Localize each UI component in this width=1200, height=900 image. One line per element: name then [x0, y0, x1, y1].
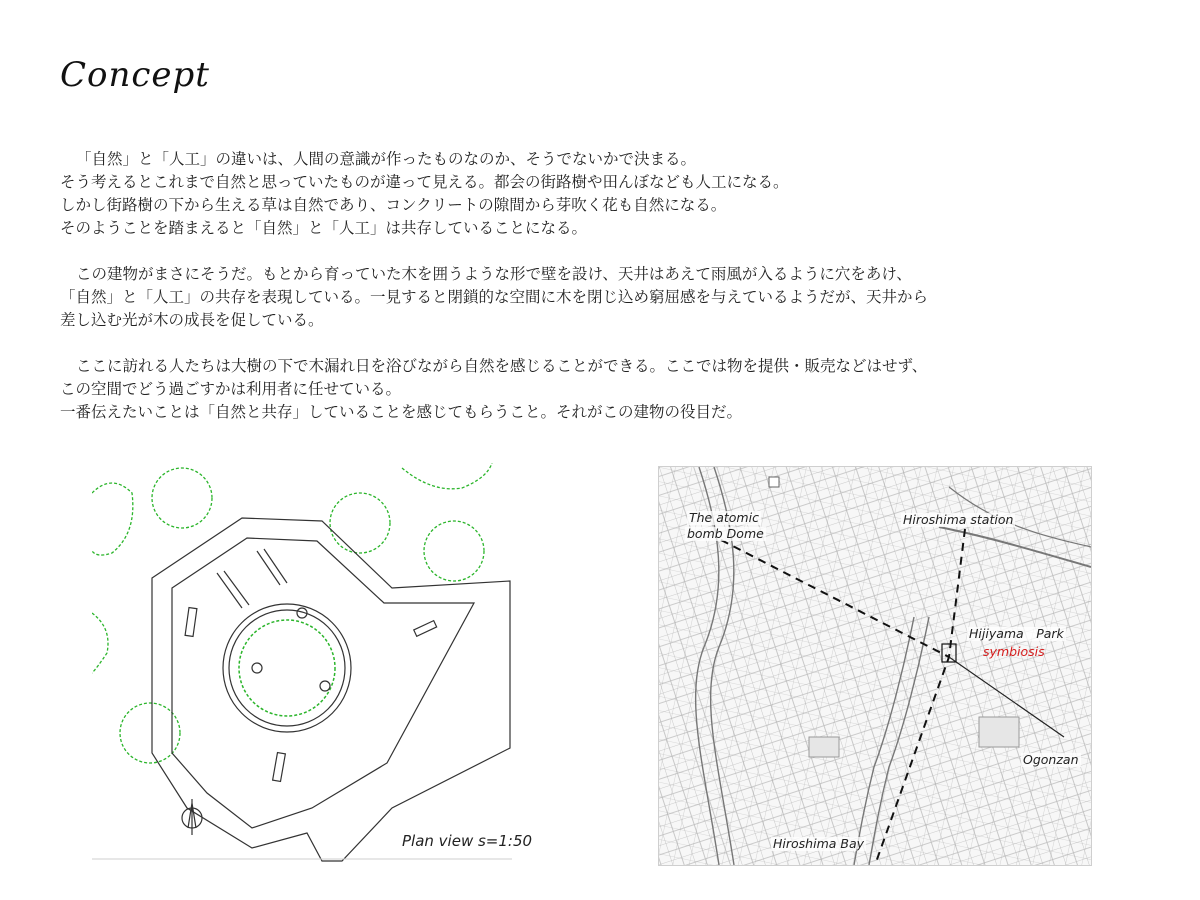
- text-line: ここに訪れる人たちは大樹の下で木漏れ日を浴びながら自然を感じることができる。ここでは物を提供・販売などはせず、: [76, 357, 928, 375]
- bench: [185, 608, 197, 637]
- plan-caption: Plan view s=1:50: [402, 832, 533, 850]
- plan-view-drawing: [92, 463, 512, 863]
- tree-canopy: [152, 468, 212, 528]
- tree-canopy: [402, 463, 492, 489]
- paragraph-1: [60, 148, 1140, 240]
- text-line: そう考えるとこれまで自然と思っていたものが違って見える。都会の街路樹や田んぼなども人工になる。: [60, 173, 789, 191]
- label-hiroshima-bay: Hiroshima Bay: [773, 836, 865, 851]
- tree-canopy: [424, 521, 484, 581]
- entrance-wall: [217, 571, 249, 608]
- label-ogonzan: Ogonzan: [1023, 752, 1079, 767]
- label-hiroshima-station: Hiroshima station: [903, 512, 1014, 527]
- paragraph-2: [60, 263, 1140, 332]
- ring-wall-outer: [223, 604, 351, 732]
- entrance-wall: [257, 549, 287, 585]
- text-line: 「自然」と「人工」の違いは、人間の意識が作ったものなのか、そうでないかで決まる。: [76, 150, 697, 168]
- tree-canopy: [92, 613, 108, 673]
- paragraph-3: [60, 355, 1140, 424]
- text-line: この建物がまさにそうだ。もとから育っていた木を囲うような形で壁を設け、天井はあえて雨風が入るように穴をあけ、: [76, 265, 912, 283]
- site-outline-outer: [152, 518, 510, 861]
- label-symbiosis: symbiosis: [983, 644, 1045, 659]
- text-line: この空間でどう過ごすかは利用者に任せている。: [60, 380, 402, 398]
- text-line: 差し込む光が木の成長を促している。: [60, 311, 324, 329]
- central-tree: [239, 620, 335, 716]
- site-map: [658, 466, 1092, 866]
- text-line: 一番伝えたいことは「自然と共存」していることを感じてもらうこと。それがこの建物の役目だ。: [60, 403, 743, 421]
- page-title: Concept: [60, 55, 210, 95]
- concept-text: [60, 148, 1140, 447]
- tree-canopy: [120, 703, 180, 763]
- text-line: 「自然」と「人工」の共存を表現している。一見すると閉鎖的な空間に木を閉じ込め窮屈感を与えているようだが、天井から: [60, 288, 929, 306]
- label-hijiyama-park: Hijiyama Park: [969, 626, 1064, 641]
- label-atomic-bomb-dome-2: bomb Dome: [687, 526, 764, 541]
- bench: [273, 753, 286, 782]
- bench: [414, 621, 437, 637]
- text-line: しかし街路樹の下から生える草は自然であり、コンクリートの隙間から芽吹く花も自然になる。: [60, 196, 727, 214]
- text-line: そのようことを踏まえると「自然」と「人工」は共存していることになる。: [60, 219, 588, 237]
- tree-canopy: [92, 483, 133, 555]
- label-atomic-bomb-dome-1: The atomic: [689, 510, 759, 525]
- site-outline-inner: [172, 538, 474, 828]
- ring-wall-inner: [229, 610, 345, 726]
- tree-canopy: [330, 493, 390, 553]
